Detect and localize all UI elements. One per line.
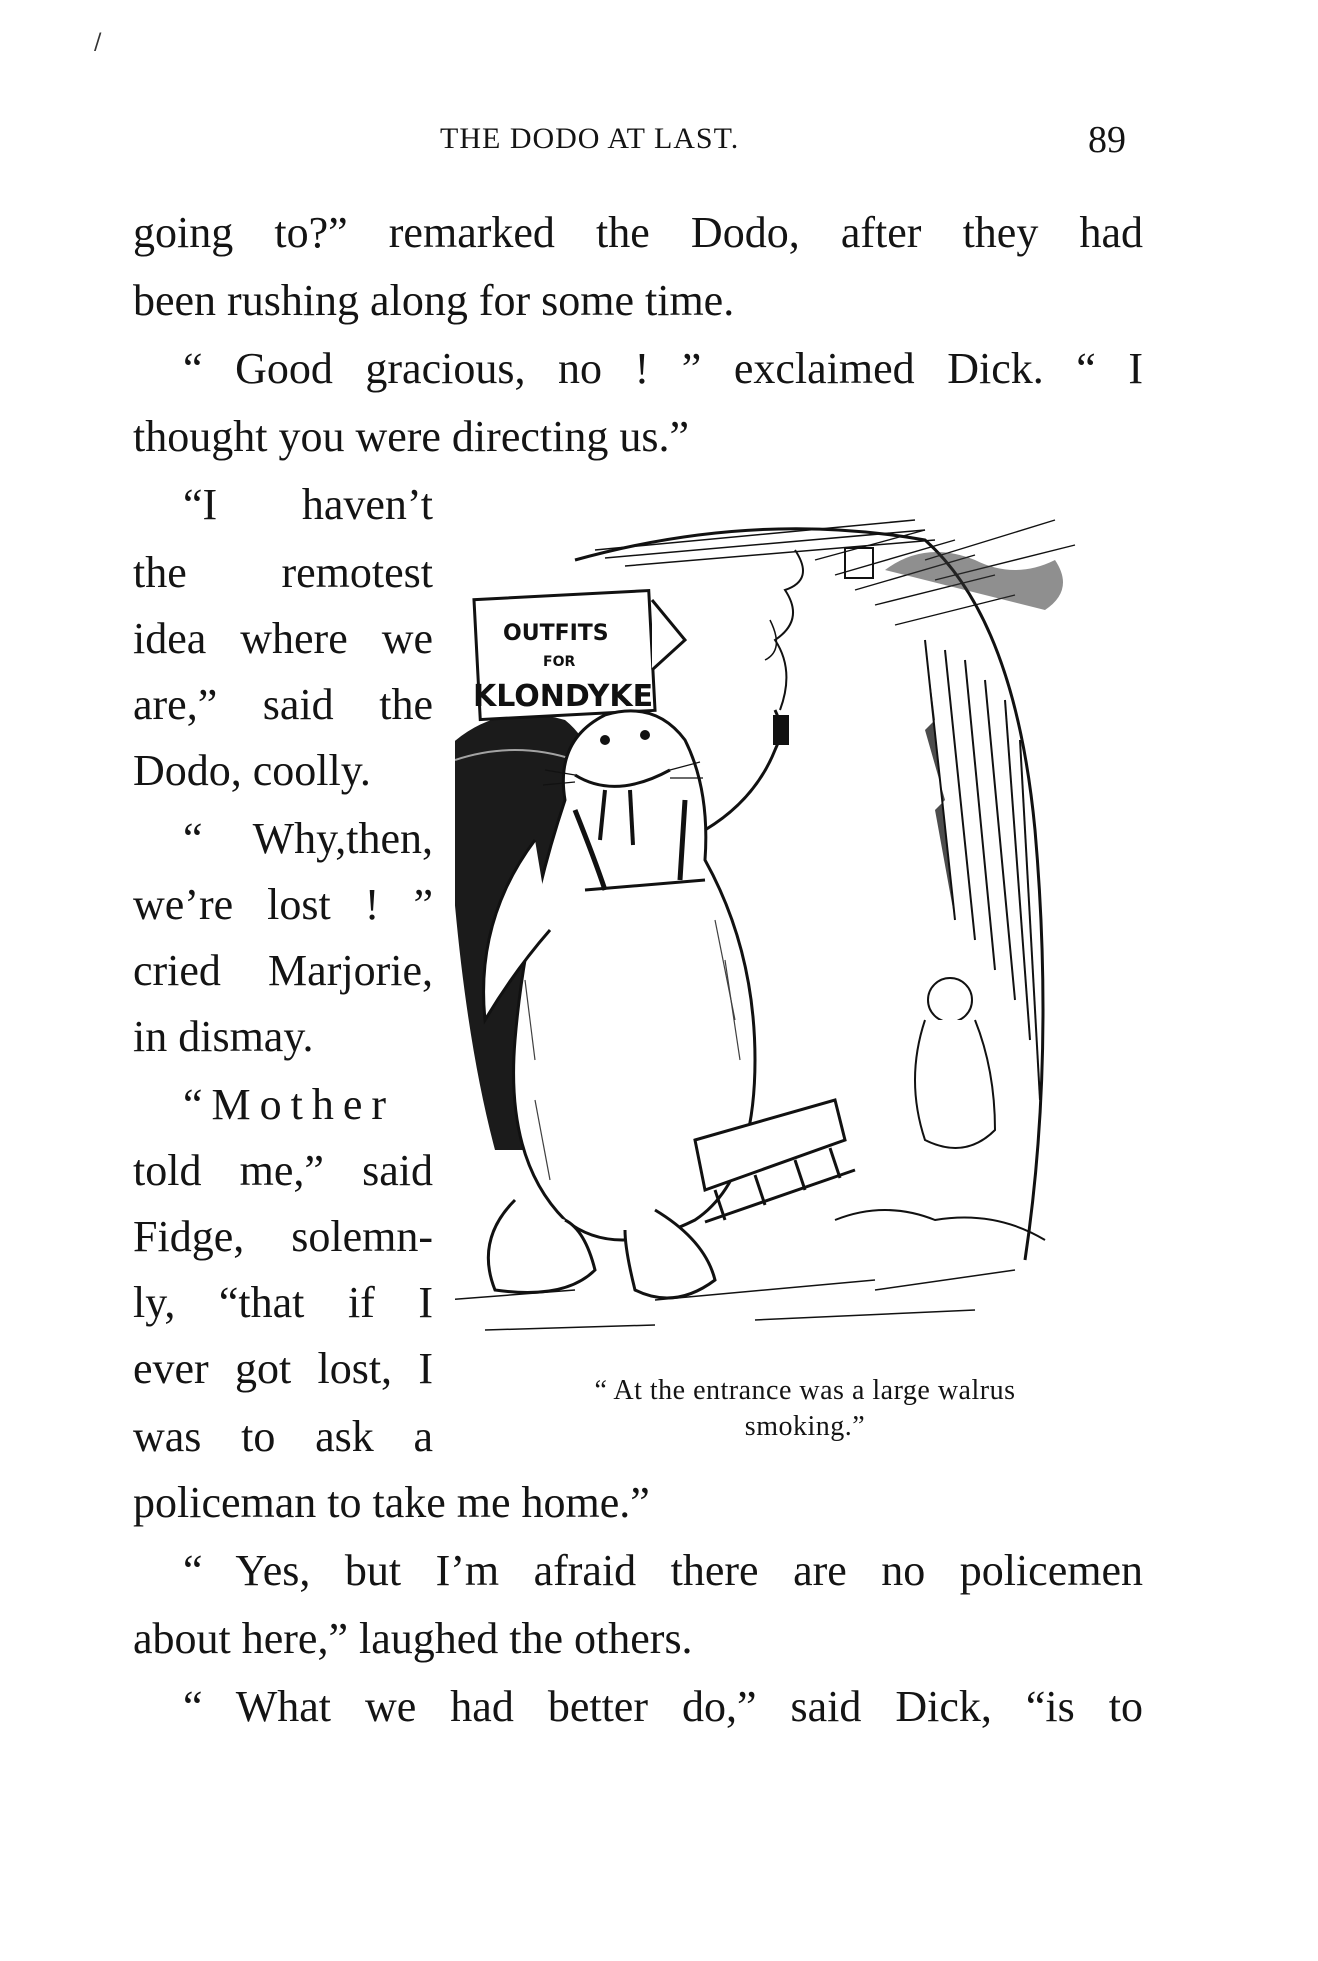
text-line: are,” said the xyxy=(133,680,433,729)
text-line: was to ask a xyxy=(133,1412,433,1461)
text-line: “ What we had better do,” said Dick, “is to xyxy=(183,1682,1143,1731)
text-line: we’re lost ! ” xyxy=(133,880,433,929)
text-line: been rushing along for some time. xyxy=(133,276,735,325)
text-line: ly, “that if I xyxy=(133,1278,433,1327)
running-header xyxy=(0,119,1318,162)
text-line: idea where we xyxy=(133,614,433,663)
text-line: “Mother xyxy=(183,1080,396,1129)
text-line: Fidge, solemn- xyxy=(133,1212,433,1261)
text-line: “I haven’t xyxy=(183,480,433,529)
text-line: “ Yes, but I’m afraid there are no policemen xyxy=(183,1546,1143,1595)
caption-line: smoking.” xyxy=(744,1411,866,1442)
text-line: the remotest xyxy=(133,548,433,597)
sign-text-for: FOR xyxy=(543,654,576,670)
text-line: going to?” remarked the Dodo, after they had xyxy=(133,208,1143,257)
text-line: Dodo, coolly. xyxy=(133,746,371,795)
text-line: cried Marjorie, xyxy=(133,946,433,995)
text-line: in dismay. xyxy=(133,1012,314,1061)
sign-text-outfits: OUTFITS xyxy=(503,621,609,646)
walrus-illustration xyxy=(455,500,1145,1370)
margin-mark: / xyxy=(94,30,102,55)
text-line: told me,” said xyxy=(133,1146,433,1195)
sign-text-klondyke: KLONDYKE xyxy=(473,679,654,714)
text-line: “ Why,then, xyxy=(183,814,433,863)
running-title: THE DODO AT LAST. xyxy=(440,122,740,155)
text-line: ever got lost, I xyxy=(133,1344,433,1393)
text-line: thought you were directing us.” xyxy=(133,412,689,461)
figure-caption xyxy=(470,1373,1140,1445)
page-number: 89 xyxy=(1088,119,1126,161)
text-line: policeman to take me home.” xyxy=(133,1478,650,1527)
caption-line: “ At the entrance was a large walrus xyxy=(594,1375,1016,1406)
text-line: about here,” laughed the others. xyxy=(133,1614,693,1663)
text-line: “ Good gracious, no ! ” exclaimed Dick. “ I xyxy=(183,344,1143,393)
walrus-drawing xyxy=(455,500,1145,1370)
